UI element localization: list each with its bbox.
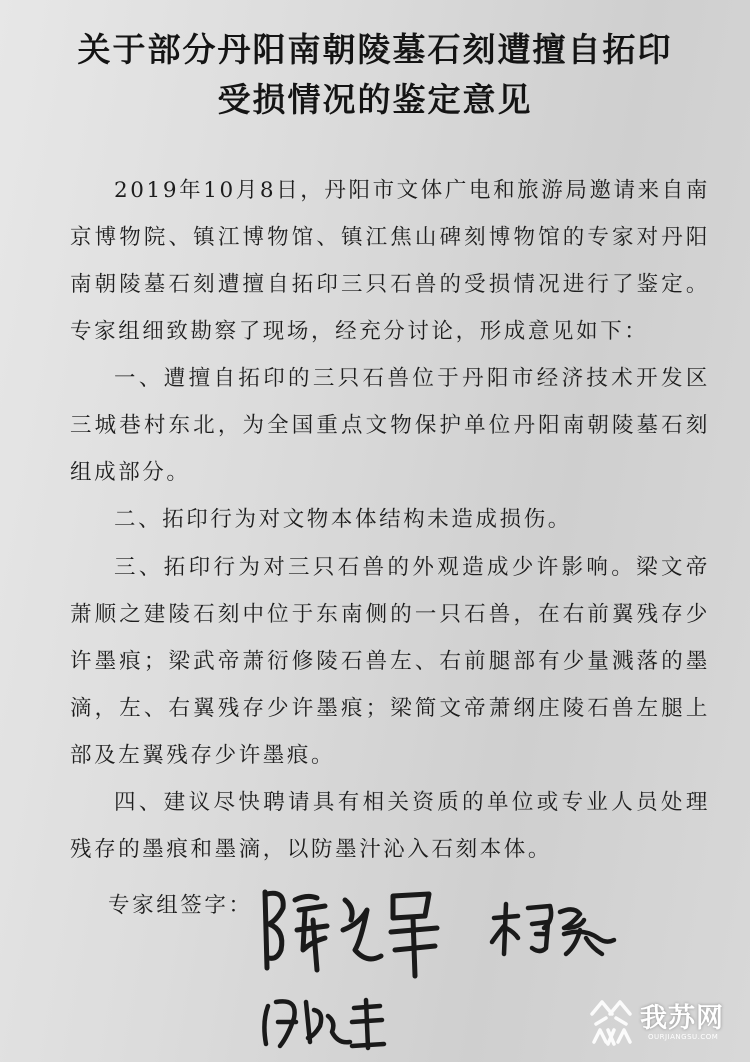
watermark-url: OURJIANGSU.COM [648, 1033, 719, 1041]
signature-2 [488, 898, 618, 960]
signature-1 [255, 880, 445, 980]
paragraph-item-3: 三、拓印行为对三只石兽的外观造成少许影响。梁文帝萧顺之建陵石刻中位于东南侧的一只石兽，在右前翼残存少许墨痕；梁武帝萧衍修陵石兽左、右前腿部有少量溅落的墨滴，左、右翼残存少许墨痕；梁简文帝萧纲庄陵石兽左腿上部及左翼残存少许墨痕。 [70, 555, 710, 768]
paragraph-item-2: 二、拓印行为对文物本体结构未造成损伤。 [114, 507, 572, 532]
paragraph-item-1: 一、遭擅自拓印的三只石兽位于丹阳市经济技术开发区三城巷村东北，为全国重点文物保护单位丹阳南朝陵墓石刻组成部分。 [70, 366, 710, 485]
signature-3 [258, 992, 388, 1054]
paragraph-item-4: 四、建议尽快聘请具有相关资质的单位或专业人员处理残存的墨痕和墨滴，以防墨汁沁入石刻本体。 [70, 790, 710, 862]
paragraph-intro: 2019年10月8日，丹阳市文体广电和旅游局邀请来自南京博物院、镇江博物馆、镇江焦山碑刻博物馆的专家对丹阳南朝陵墓石刻遭擅自拓印三只石兽的受损情况进行了鉴定。专家组细致勘察了现场，经充分讨论，形成意见如下： [70, 178, 710, 344]
document-title-line-2: 受损情况的鉴定意见 [217, 80, 533, 119]
ourjiangsu-logo-icon [586, 994, 636, 1048]
signature-label: 专家组签字： [108, 893, 253, 918]
watermark-brand: 我苏网 [640, 1003, 724, 1034]
document-title-line-1: 关于部分丹阳南朝陵墓石刻遭擅自拓印 [77, 30, 673, 69]
ourjiangsu-watermark [582, 992, 742, 1050]
